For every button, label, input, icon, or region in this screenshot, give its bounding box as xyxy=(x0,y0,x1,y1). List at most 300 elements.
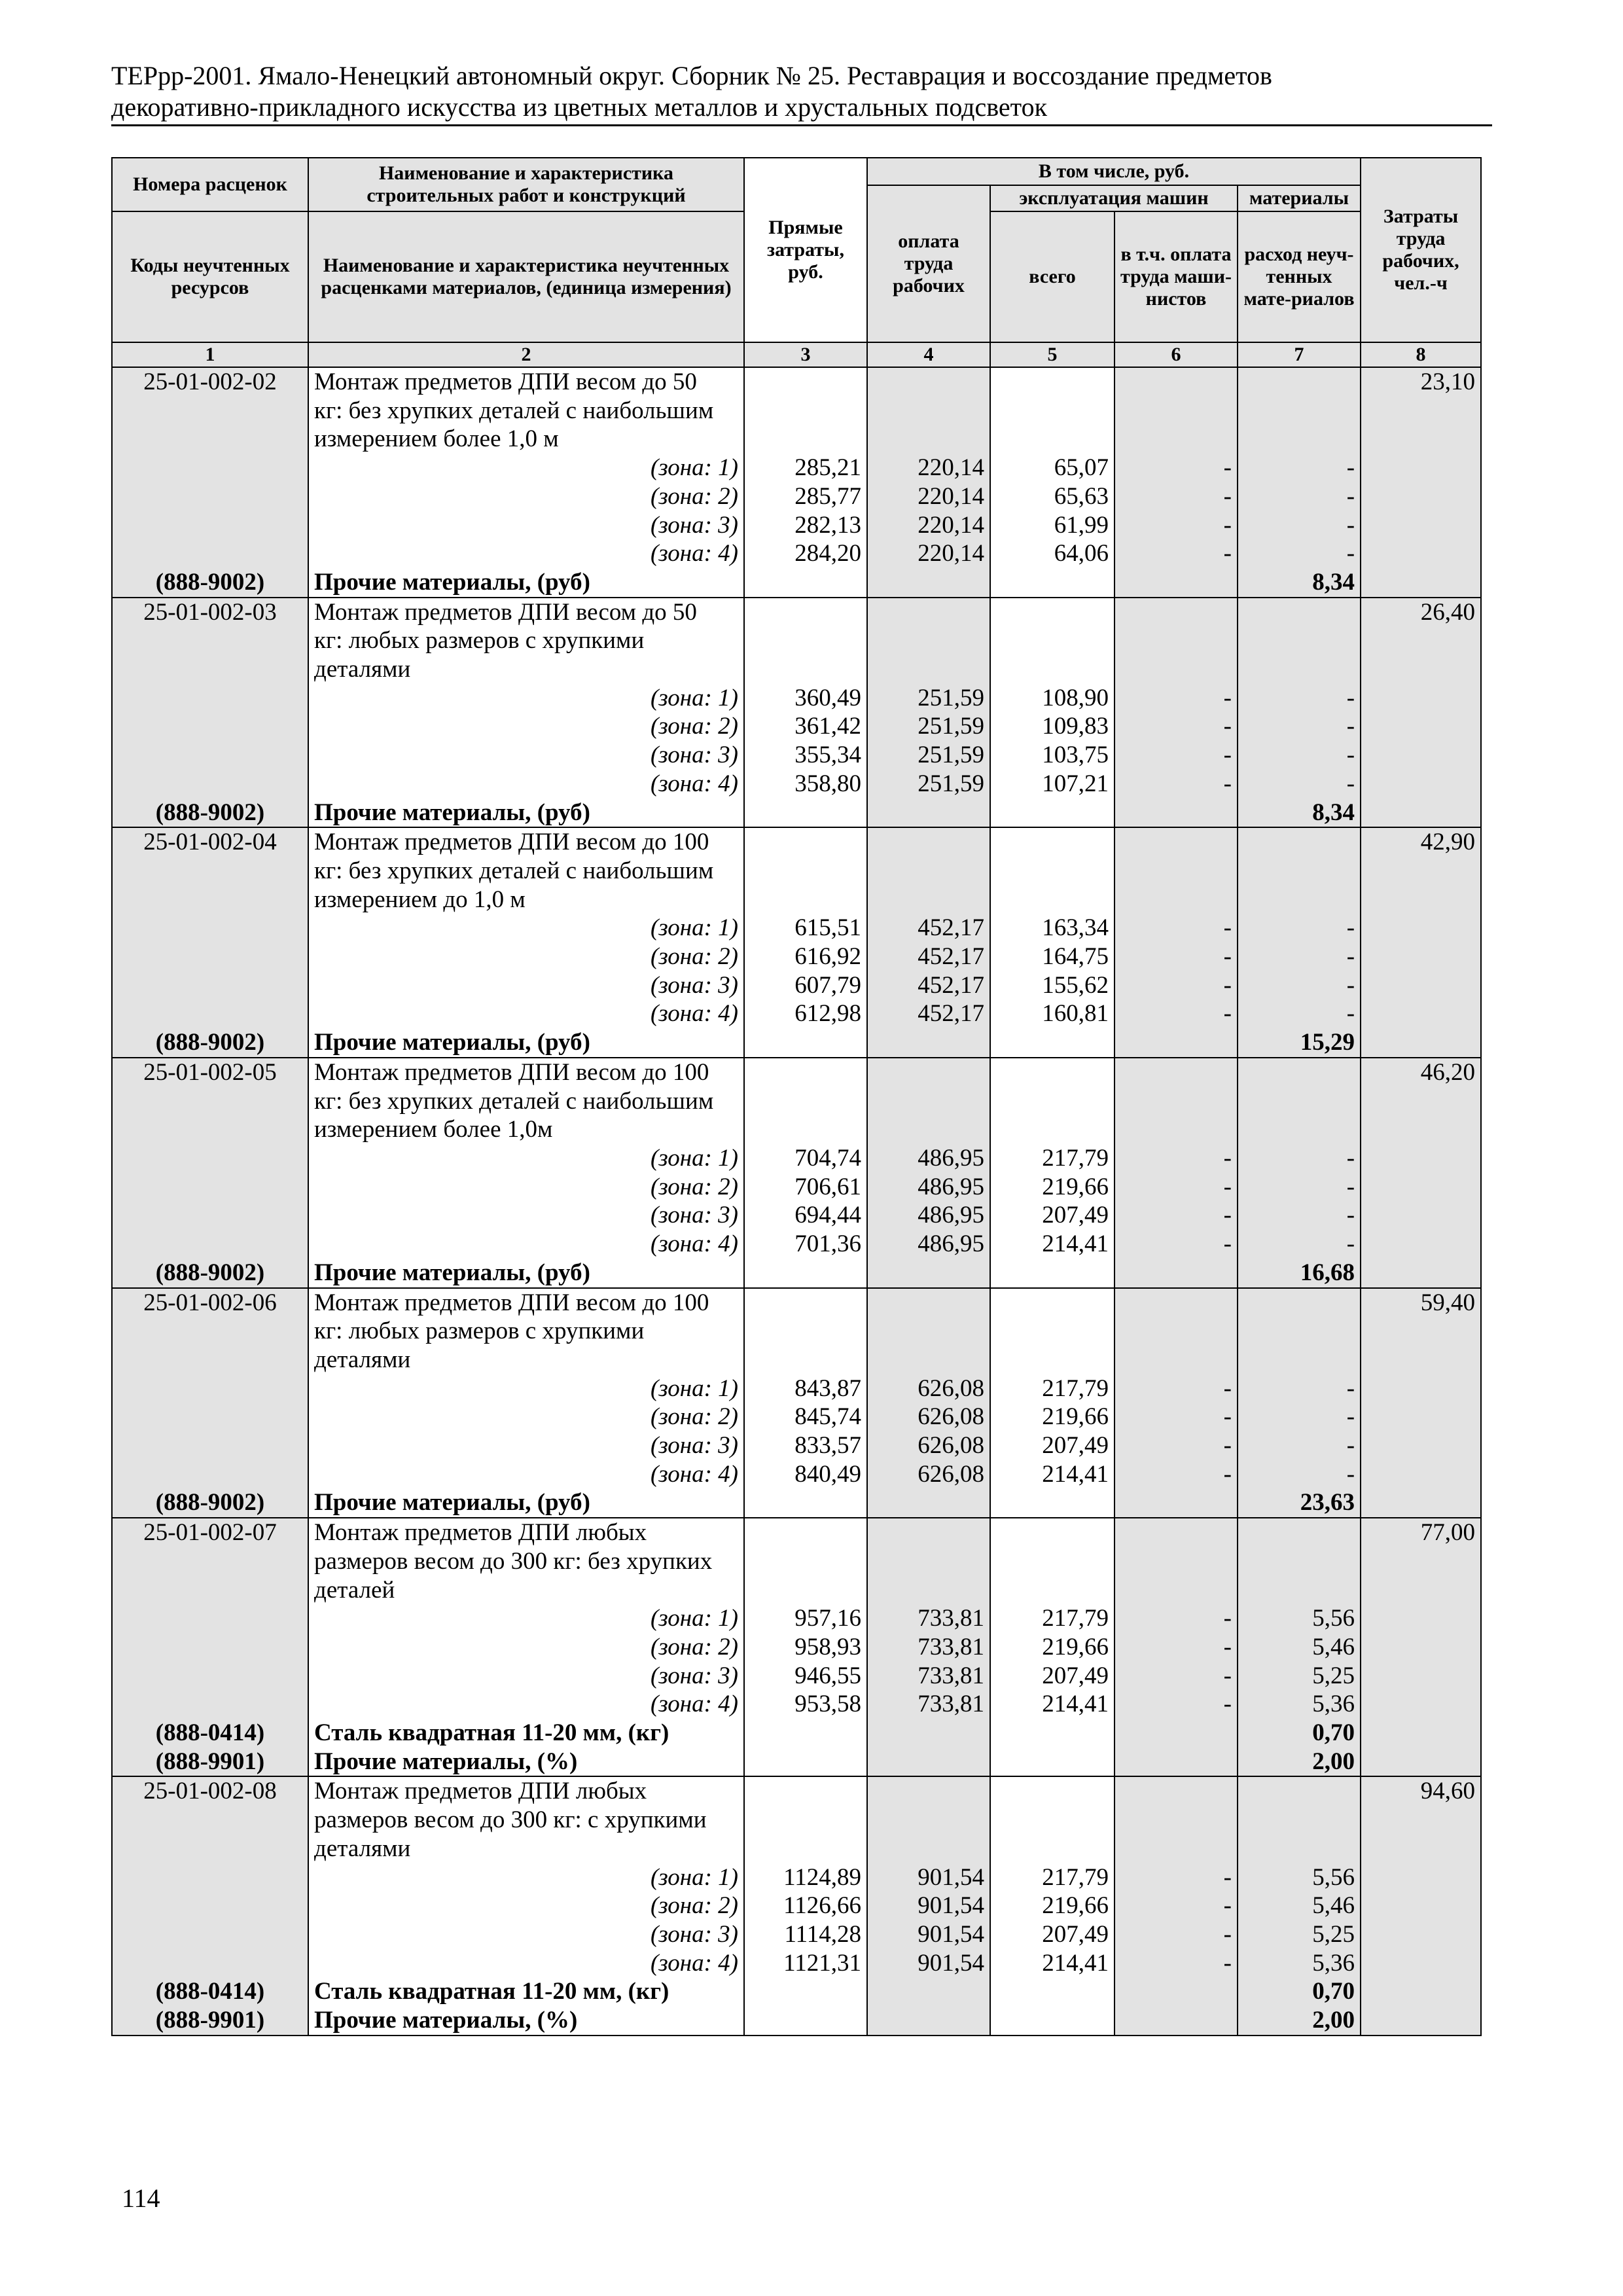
table-row xyxy=(112,626,1481,655)
table-row xyxy=(112,1115,1481,1144)
machine-total-value: 160,81 xyxy=(990,999,1115,1028)
machine-total-value: 217,79 xyxy=(990,1374,1115,1403)
empty-cell xyxy=(1115,1748,1238,1777)
worker-wage-value: 486,95 xyxy=(867,1201,990,1230)
worker-wage-value: 220,14 xyxy=(867,539,990,568)
resource-code: (888-9002) xyxy=(112,1488,308,1518)
empty-cell xyxy=(744,1576,867,1605)
material-consumption-value: - xyxy=(1238,1460,1361,1489)
header-rule xyxy=(111,124,1492,126)
empty-cell xyxy=(112,1087,308,1116)
empty-cell xyxy=(112,857,308,886)
empty-cell xyxy=(867,2006,990,2036)
operator-wage-value: - xyxy=(1115,942,1238,971)
empty-cell xyxy=(744,1748,867,1777)
worker-wage-value: 901,54 xyxy=(867,1949,990,1978)
zone-label: (зона: 2) xyxy=(308,482,744,511)
material-consumption-value: - xyxy=(1238,684,1361,713)
empty-cell xyxy=(112,482,308,511)
resource-name: Прочие материалы, (%) xyxy=(308,1748,744,1777)
column-number: 2 xyxy=(308,342,744,367)
machine-total-value: 219,66 xyxy=(990,1403,1115,1431)
table-row xyxy=(112,367,1481,397)
empty-cell xyxy=(1361,425,1481,454)
column-number: 1 xyxy=(112,342,308,367)
resource-row xyxy=(112,1028,1481,1058)
empty-cell xyxy=(112,1230,308,1259)
empty-cell xyxy=(990,1087,1115,1116)
rate-block xyxy=(112,1518,1481,1776)
rate-block xyxy=(112,598,1481,828)
empty-cell xyxy=(112,1633,308,1662)
resource-code: (888-9002) xyxy=(112,568,308,598)
operator-wage-value: - xyxy=(1115,1460,1238,1489)
empty-cell xyxy=(867,1806,990,1835)
empty-cell xyxy=(112,741,308,770)
rate-code: 25-01-002-03 xyxy=(112,598,308,627)
table-row xyxy=(112,1835,1481,1863)
resource-code: (888-9002) xyxy=(112,1028,308,1058)
empty-cell xyxy=(867,798,990,828)
empty-cell xyxy=(1238,1346,1361,1374)
empty-cell xyxy=(1361,397,1481,425)
empty-cell xyxy=(867,1488,990,1518)
direct-cost-value: 833,57 xyxy=(744,1431,867,1460)
zone-row xyxy=(112,1633,1481,1662)
empty-cell xyxy=(1115,1288,1238,1318)
material-consumption-value: - xyxy=(1238,1230,1361,1259)
empty-cell xyxy=(1115,1488,1238,1518)
direct-cost-value: 1126,66 xyxy=(744,1892,867,1920)
resource-code: (888-0414) xyxy=(112,1977,308,2006)
zone-row xyxy=(112,1690,1481,1719)
empty-cell xyxy=(112,397,308,425)
table-row xyxy=(112,886,1481,914)
direct-cost-value: 958,93 xyxy=(744,1633,867,1662)
material-consumption-value: 5,25 xyxy=(1238,1920,1361,1949)
empty-cell xyxy=(1361,1920,1481,1949)
empty-cell xyxy=(112,1403,308,1431)
worker-wage-value: 486,95 xyxy=(867,1144,990,1173)
machine-total-value: 163,34 xyxy=(990,914,1115,942)
empty-cell xyxy=(867,1346,990,1374)
empty-cell xyxy=(1115,568,1238,598)
empty-cell xyxy=(1238,626,1361,655)
resource-value: 2,00 xyxy=(1238,2006,1361,2036)
zone-row xyxy=(112,999,1481,1028)
material-consumption-value: - xyxy=(1238,1144,1361,1173)
material-consumption-value: - xyxy=(1238,1201,1361,1230)
empty-cell xyxy=(112,511,308,540)
worker-wage-value: 901,54 xyxy=(867,1892,990,1920)
empty-cell xyxy=(990,1488,1115,1518)
worker-wage-value: 251,59 xyxy=(867,770,990,798)
empty-cell xyxy=(990,1835,1115,1863)
empty-cell xyxy=(112,454,308,482)
zone-row xyxy=(112,1173,1481,1202)
operator-wage-value: - xyxy=(1115,511,1238,540)
machine-total-value: 217,79 xyxy=(990,1863,1115,1892)
zone-label: (зона: 1) xyxy=(308,1863,744,1892)
operator-wage-value: - xyxy=(1115,1431,1238,1460)
empty-cell xyxy=(1238,1518,1361,1547)
zone-label: (зона: 3) xyxy=(308,511,744,540)
machine-total-value: 214,41 xyxy=(990,1460,1115,1489)
work-name-line: размеров весом до 300 кг: с хрупкими xyxy=(308,1806,744,1835)
empty-cell xyxy=(1238,1835,1361,1863)
direct-cost-value: 358,80 xyxy=(744,770,867,798)
empty-cell xyxy=(1361,1576,1481,1605)
empty-cell xyxy=(990,626,1115,655)
direct-cost-value: 285,21 xyxy=(744,454,867,482)
direct-cost-value: 282,13 xyxy=(744,511,867,540)
machine-total-value: 217,79 xyxy=(990,1604,1115,1633)
empty-cell xyxy=(1115,1115,1238,1144)
zone-row xyxy=(112,971,1481,1000)
worker-wage-value: 220,14 xyxy=(867,482,990,511)
worker-wage-value: 626,08 xyxy=(867,1460,990,1489)
empty-cell xyxy=(112,1460,308,1489)
zone-row xyxy=(112,1949,1481,1978)
operator-wage-value: - xyxy=(1115,1949,1238,1978)
table-row xyxy=(112,1346,1481,1374)
empty-cell xyxy=(112,770,308,798)
resource-row xyxy=(112,1488,1481,1518)
work-name-line: размеров весом до 300 кг: без хрупких xyxy=(308,1547,744,1576)
work-name-line: деталей xyxy=(308,1576,744,1605)
empty-cell xyxy=(112,1949,308,1978)
empty-cell xyxy=(744,425,867,454)
empty-cell xyxy=(867,1028,990,1058)
rate-block xyxy=(112,1058,1481,1288)
empty-cell xyxy=(1115,1058,1238,1087)
empty-cell xyxy=(1115,626,1238,655)
labor-value: 26,40 xyxy=(1361,598,1481,627)
worker-wage-value: 733,81 xyxy=(867,1604,990,1633)
operator-wage-value: - xyxy=(1115,1604,1238,1633)
empty-cell xyxy=(744,827,867,857)
operator-wage-value: - xyxy=(1115,1662,1238,1691)
resource-code: (888-9901) xyxy=(112,2006,308,2036)
empty-cell xyxy=(867,1835,990,1863)
header-rate-numbers: Номера расценок xyxy=(112,158,308,211)
table-row xyxy=(112,1547,1481,1576)
empty-cell xyxy=(1361,798,1481,828)
empty-cell xyxy=(744,1488,867,1518)
material-consumption-value: - xyxy=(1238,1374,1361,1403)
empty-cell xyxy=(867,1547,990,1576)
header-resource-codes: Коды неучтенных ресурсов xyxy=(112,211,308,342)
empty-cell xyxy=(112,914,308,942)
empty-cell xyxy=(1361,1259,1481,1288)
worker-wage-value: 486,95 xyxy=(867,1173,990,1202)
resource-name: Прочие материалы, (руб) xyxy=(308,1488,744,1518)
empty-cell xyxy=(990,1028,1115,1058)
work-name-line: кг: без хрупких деталей с наибольшим xyxy=(308,857,744,886)
worker-wage-value: 452,17 xyxy=(867,914,990,942)
empty-cell xyxy=(990,1776,1115,1806)
empty-cell xyxy=(744,1977,867,2006)
machine-total-value: 64,06 xyxy=(990,539,1115,568)
empty-cell xyxy=(1361,1431,1481,1460)
work-name-line: Монтаж предметов ДПИ весом до 50 xyxy=(308,598,744,627)
table-row xyxy=(112,1288,1481,1318)
empty-cell xyxy=(1361,511,1481,540)
empty-cell xyxy=(990,397,1115,425)
header-machine-total: всего xyxy=(990,211,1115,342)
zone-row xyxy=(112,741,1481,770)
operator-wage-value: - xyxy=(1115,482,1238,511)
resource-row xyxy=(112,2006,1481,2036)
empty-cell xyxy=(867,1087,990,1116)
empty-cell xyxy=(1238,886,1361,914)
empty-cell xyxy=(1361,1604,1481,1633)
machine-total-value: 207,49 xyxy=(990,1431,1115,1460)
resource-row xyxy=(112,1719,1481,1748)
work-name-line: Монтаж предметов ДПИ весом до 50 xyxy=(308,367,744,397)
empty-cell xyxy=(744,1719,867,1748)
machine-total-value: 214,41 xyxy=(990,1949,1115,1978)
column-number: 3 xyxy=(744,342,867,367)
machine-total-value: 214,41 xyxy=(990,1690,1115,1719)
worker-wage-value: 251,59 xyxy=(867,684,990,713)
empty-cell xyxy=(744,1518,867,1547)
empty-cell xyxy=(112,999,308,1028)
empty-cell xyxy=(112,1374,308,1403)
zone-row xyxy=(112,942,1481,971)
empty-cell xyxy=(990,1259,1115,1288)
operator-wage-value: - xyxy=(1115,1892,1238,1920)
empty-cell xyxy=(1361,1087,1481,1116)
zone-label: (зона: 1) xyxy=(308,1374,744,1403)
worker-wage-value: 220,14 xyxy=(867,511,990,540)
empty-cell xyxy=(1115,1028,1238,1058)
empty-cell xyxy=(867,857,990,886)
empty-cell xyxy=(867,598,990,627)
empty-cell xyxy=(112,1201,308,1230)
empty-cell xyxy=(744,1776,867,1806)
empty-cell xyxy=(1115,367,1238,397)
empty-cell xyxy=(990,1288,1115,1318)
empty-cell xyxy=(867,827,990,857)
work-name-line: измерением более 1,0м xyxy=(308,1115,744,1144)
operator-wage-value: - xyxy=(1115,539,1238,568)
resource-name: Прочие материалы, (%) xyxy=(308,2006,744,2036)
empty-cell xyxy=(1361,1892,1481,1920)
machine-total-value: 107,21 xyxy=(990,770,1115,798)
empty-cell xyxy=(990,1115,1115,1144)
resource-value: 23,63 xyxy=(1238,1488,1361,1518)
zone-row xyxy=(112,770,1481,798)
empty-cell xyxy=(867,1977,990,2006)
worker-wage-value: 626,08 xyxy=(867,1403,990,1431)
header-direct-costs: Прямые затраты, руб. xyxy=(744,158,867,342)
work-name-line: деталями xyxy=(308,1346,744,1374)
machine-total-value: 61,99 xyxy=(990,511,1115,540)
machine-total-value: 207,49 xyxy=(990,1662,1115,1691)
header-work-name: Наименование и характеристика строительных работ и конструкций xyxy=(308,158,744,211)
resource-value: 16,68 xyxy=(1238,1259,1361,1288)
empty-cell xyxy=(867,655,990,684)
empty-cell xyxy=(1361,999,1481,1028)
machine-total-value: 108,90 xyxy=(990,684,1115,713)
empty-cell xyxy=(1361,1028,1481,1058)
zone-row xyxy=(112,539,1481,568)
direct-cost-value: 701,36 xyxy=(744,1230,867,1259)
rate-block xyxy=(112,827,1481,1058)
operator-wage-value: - xyxy=(1115,712,1238,741)
machine-total-value: 109,83 xyxy=(990,712,1115,741)
direct-cost-value: 706,61 xyxy=(744,1173,867,1202)
resource-name: Прочие материалы, (руб) xyxy=(308,1028,744,1058)
empty-cell xyxy=(112,1863,308,1892)
resource-name: Прочие материалы, (руб) xyxy=(308,798,744,828)
empty-cell xyxy=(1361,1460,1481,1489)
labor-value: 42,90 xyxy=(1361,827,1481,857)
empty-cell xyxy=(1361,1201,1481,1230)
zone-label: (зона: 2) xyxy=(308,942,744,971)
empty-cell xyxy=(1238,598,1361,627)
empty-cell xyxy=(1361,914,1481,942)
material-consumption-value: 5,46 xyxy=(1238,1633,1361,1662)
empty-cell xyxy=(990,827,1115,857)
operator-wage-value: - xyxy=(1115,1230,1238,1259)
table-row xyxy=(112,425,1481,454)
material-consumption-value: 5,25 xyxy=(1238,1662,1361,1691)
empty-cell xyxy=(1115,1259,1238,1288)
empty-cell xyxy=(990,857,1115,886)
empty-cell xyxy=(1361,626,1481,655)
worker-wage-value: 452,17 xyxy=(867,999,990,1028)
direct-cost-value: 361,42 xyxy=(744,712,867,741)
operator-wage-value: - xyxy=(1115,999,1238,1028)
empty-cell xyxy=(112,1346,308,1374)
empty-cell xyxy=(744,857,867,886)
direct-cost-value: 840,49 xyxy=(744,1460,867,1489)
zone-row xyxy=(112,1230,1481,1259)
worker-wage-value: 901,54 xyxy=(867,1920,990,1949)
operator-wage-value: - xyxy=(1115,1920,1238,1949)
empty-cell xyxy=(744,598,867,627)
worker-wage-value: 452,17 xyxy=(867,942,990,971)
empty-cell xyxy=(1361,1547,1481,1576)
zone-label: (зона: 4) xyxy=(308,1460,744,1489)
document-header xyxy=(111,60,1492,123)
zone-row xyxy=(112,1201,1481,1230)
empty-cell xyxy=(1361,1949,1481,1978)
zone-label: (зона: 2) xyxy=(308,1173,744,1202)
zone-row xyxy=(112,684,1481,713)
material-consumption-value: - xyxy=(1238,712,1361,741)
header-including: В том числе, руб. xyxy=(867,158,1361,185)
direct-cost-value: 615,51 xyxy=(744,914,867,942)
work-name-line: Монтаж предметов ДПИ любых xyxy=(308,1518,744,1547)
direct-cost-value: 360,49 xyxy=(744,684,867,713)
table-header xyxy=(112,158,1481,367)
material-consumption-value: - xyxy=(1238,1173,1361,1202)
operator-wage-value: - xyxy=(1115,1690,1238,1719)
table-row xyxy=(112,827,1481,857)
direct-cost-value: 284,20 xyxy=(744,539,867,568)
empty-cell xyxy=(1361,655,1481,684)
zone-label: (зона: 1) xyxy=(308,1144,744,1173)
machine-total-value: 65,07 xyxy=(990,454,1115,482)
empty-cell xyxy=(112,655,308,684)
empty-cell xyxy=(744,1547,867,1576)
empty-cell xyxy=(1361,1346,1481,1374)
empty-cell xyxy=(1115,1776,1238,1806)
empty-cell xyxy=(990,1719,1115,1748)
empty-cell xyxy=(1361,684,1481,713)
empty-cell xyxy=(112,886,308,914)
table-row xyxy=(112,1576,1481,1605)
empty-cell xyxy=(1115,1806,1238,1835)
resource-value: 2,00 xyxy=(1238,1748,1361,1777)
empty-cell xyxy=(1238,1806,1361,1835)
header-labor-costs: Затраты труда рабочих, чел.-ч xyxy=(1361,158,1481,342)
empty-cell xyxy=(112,1547,308,1576)
header-operator-wages: в т.ч. оплата труда маши-нистов xyxy=(1115,211,1238,342)
empty-cell xyxy=(867,425,990,454)
empty-cell xyxy=(990,1806,1115,1835)
header-machine-operation: эксплуатация машин xyxy=(990,185,1238,211)
operator-wage-value: - xyxy=(1115,1173,1238,1202)
operator-wage-value: - xyxy=(1115,1144,1238,1173)
empty-cell xyxy=(1361,2006,1481,2036)
empty-cell xyxy=(744,655,867,684)
material-consumption-value: - xyxy=(1238,482,1361,511)
column-number: 8 xyxy=(1361,342,1481,367)
empty-cell xyxy=(990,1748,1115,1777)
empty-cell xyxy=(1115,1835,1238,1863)
empty-cell xyxy=(1361,568,1481,598)
empty-cell xyxy=(1361,886,1481,914)
zone-row xyxy=(112,1460,1481,1489)
empty-cell xyxy=(867,1518,990,1547)
table-row xyxy=(112,397,1481,425)
empty-cell xyxy=(744,1087,867,1116)
direct-cost-value: 704,74 xyxy=(744,1144,867,1173)
machine-total-value: 219,66 xyxy=(990,1892,1115,1920)
rate-code: 25-01-002-08 xyxy=(112,1776,308,1806)
empty-cell xyxy=(1238,367,1361,397)
resource-row xyxy=(112,798,1481,828)
material-consumption-value: - xyxy=(1238,914,1361,942)
operator-wage-value: - xyxy=(1115,454,1238,482)
empty-cell xyxy=(112,1431,308,1460)
worker-wage-value: 626,08 xyxy=(867,1431,990,1460)
operator-wage-value: - xyxy=(1115,1633,1238,1662)
labor-value: 46,20 xyxy=(1361,1058,1481,1087)
material-consumption-value: - xyxy=(1238,942,1361,971)
worker-wage-value: 251,59 xyxy=(867,741,990,770)
material-consumption-value: 5,46 xyxy=(1238,1892,1361,1920)
table-row xyxy=(112,1776,1481,1806)
empty-cell xyxy=(1361,1719,1481,1748)
resource-value: 8,34 xyxy=(1238,798,1361,828)
labor-value: 77,00 xyxy=(1361,1518,1481,1547)
header-line-2: декоративно-прикладного искусства из цветных металлов и хрустальных подсветок xyxy=(111,92,1048,122)
worker-wage-value: 733,81 xyxy=(867,1662,990,1691)
column-number: 5 xyxy=(990,342,1115,367)
empty-cell xyxy=(867,397,990,425)
empty-cell xyxy=(1361,770,1481,798)
table-row xyxy=(112,857,1481,886)
zone-label: (зона: 4) xyxy=(308,770,744,798)
direct-cost-value: 1114,28 xyxy=(744,1920,867,1949)
rate-code: 25-01-002-06 xyxy=(112,1288,308,1318)
direct-cost-value: 355,34 xyxy=(744,741,867,770)
